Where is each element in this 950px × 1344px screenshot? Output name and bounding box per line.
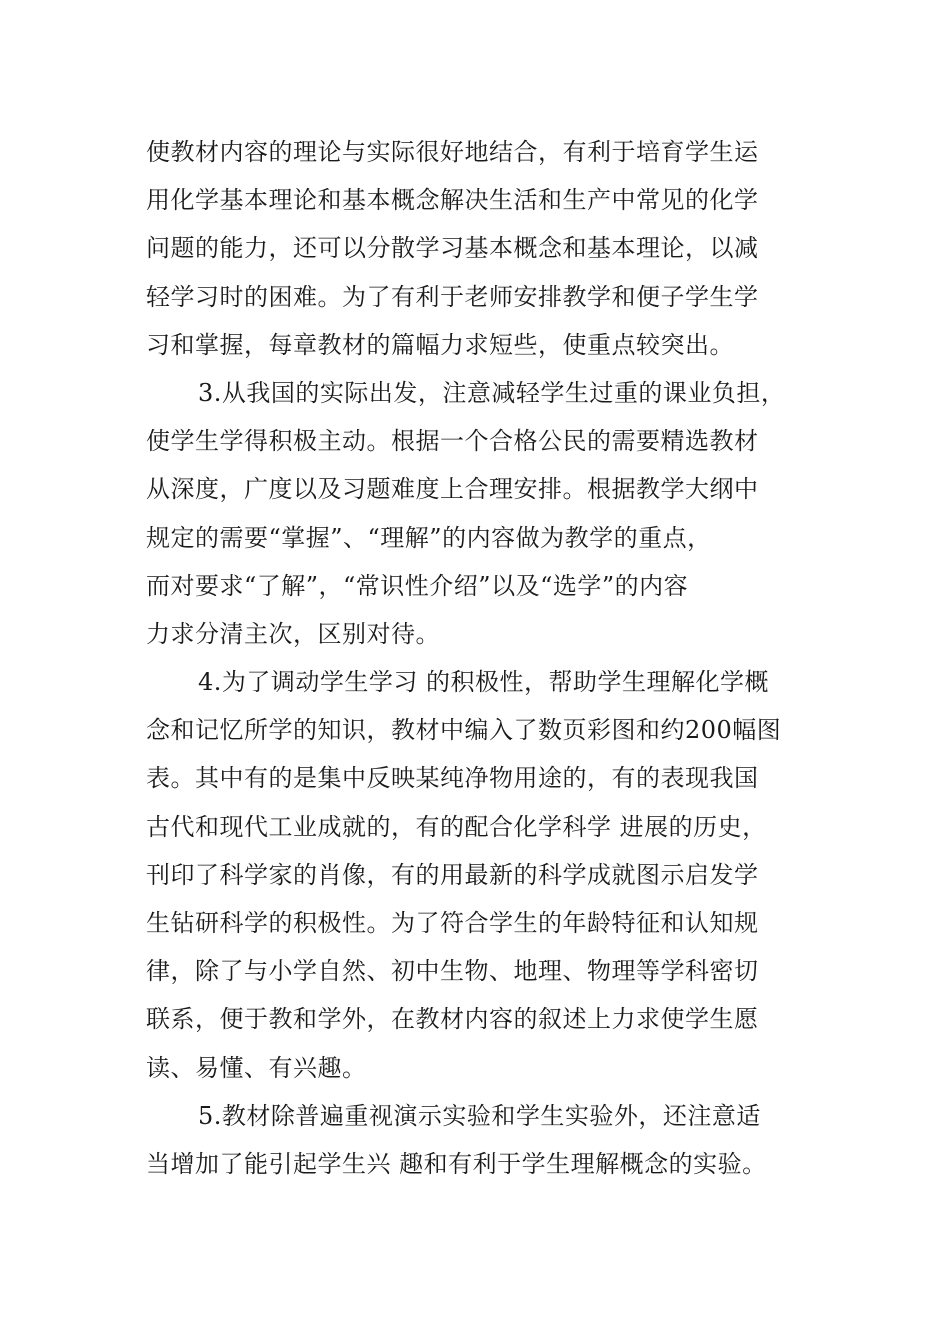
text-line-12: 4.为了调动学生学习 的积极性，帮助学生理解化学概 xyxy=(198,668,770,697)
text-line-8: 从深度，广度以及习题难度上合理安排。根据教学大纲中 xyxy=(146,475,759,504)
text-line-14: 表。其中有的是集中反映某纯净物用途的，有的表现我国 xyxy=(146,764,759,793)
text-line-22: 当增加了能引起学生兴 趣和有利于学生理解概念的实验。 xyxy=(146,1149,767,1178)
text-line-11: 力求分清主次，区别对待。 xyxy=(146,619,440,648)
text-line-7: 使学生学得积极主动。根据一个合格公民的需要精选教材 xyxy=(146,427,759,456)
text-line-20: 读、易懂、有兴趣。 xyxy=(146,1053,367,1082)
text-line-13: 念和记忆所学的知识，教材中编入了数页彩图和约200幅图 xyxy=(146,716,782,745)
text-line-1: 使教材内容的理论与实际很好地结合，有利于培育学生运 xyxy=(146,138,759,166)
text-line-4: 轻学习时的困难。为了有利于老师安排教学和便子学生学 xyxy=(146,282,759,311)
text-line-21: 5.教材除普遍重视演示实验和学生实验外，还注意适 xyxy=(198,1101,761,1130)
text-line-3: 问题的能力，还可以分散学习基本概念和基本理论，以减 xyxy=(146,234,759,263)
text-line-15: 古代和现代工业成就的，有的配合化学科学 进展的历史， xyxy=(146,812,767,841)
text-line-17: 生钻研科学的积极性。为了符合学生的年龄特征和认知规 xyxy=(146,909,759,937)
text-line-9: 规定的需要“掌握”、“理解”的内容做为教学的重点， xyxy=(146,523,712,552)
text-line-19: 联系，便于教和学外，在教材内容的叙述上力求使学生愿 xyxy=(146,1005,759,1034)
text-line-10: 而对要求“了解”，“常识性介绍”以及“选学”的内容 xyxy=(146,571,689,600)
body-text xyxy=(146,128,806,1188)
text-line-18: 律，除了与小学自然、初中生物、地理、物理等学科密切 xyxy=(146,957,759,986)
text-line-5: 习和掌握，每章教材的篇幅力求短些，使重点较突出。 xyxy=(146,330,734,359)
text-line-6: 3.从我国的实际出发，注意减轻学生过重的课业负担， xyxy=(198,378,786,407)
text-line-2: 用化学基本理论和基本概念解决生活和生产中常见的化学 xyxy=(146,186,759,215)
text-line-16: 刊印了科学家的肖像，有的用最新的科学成就图示启发学 xyxy=(146,860,759,889)
